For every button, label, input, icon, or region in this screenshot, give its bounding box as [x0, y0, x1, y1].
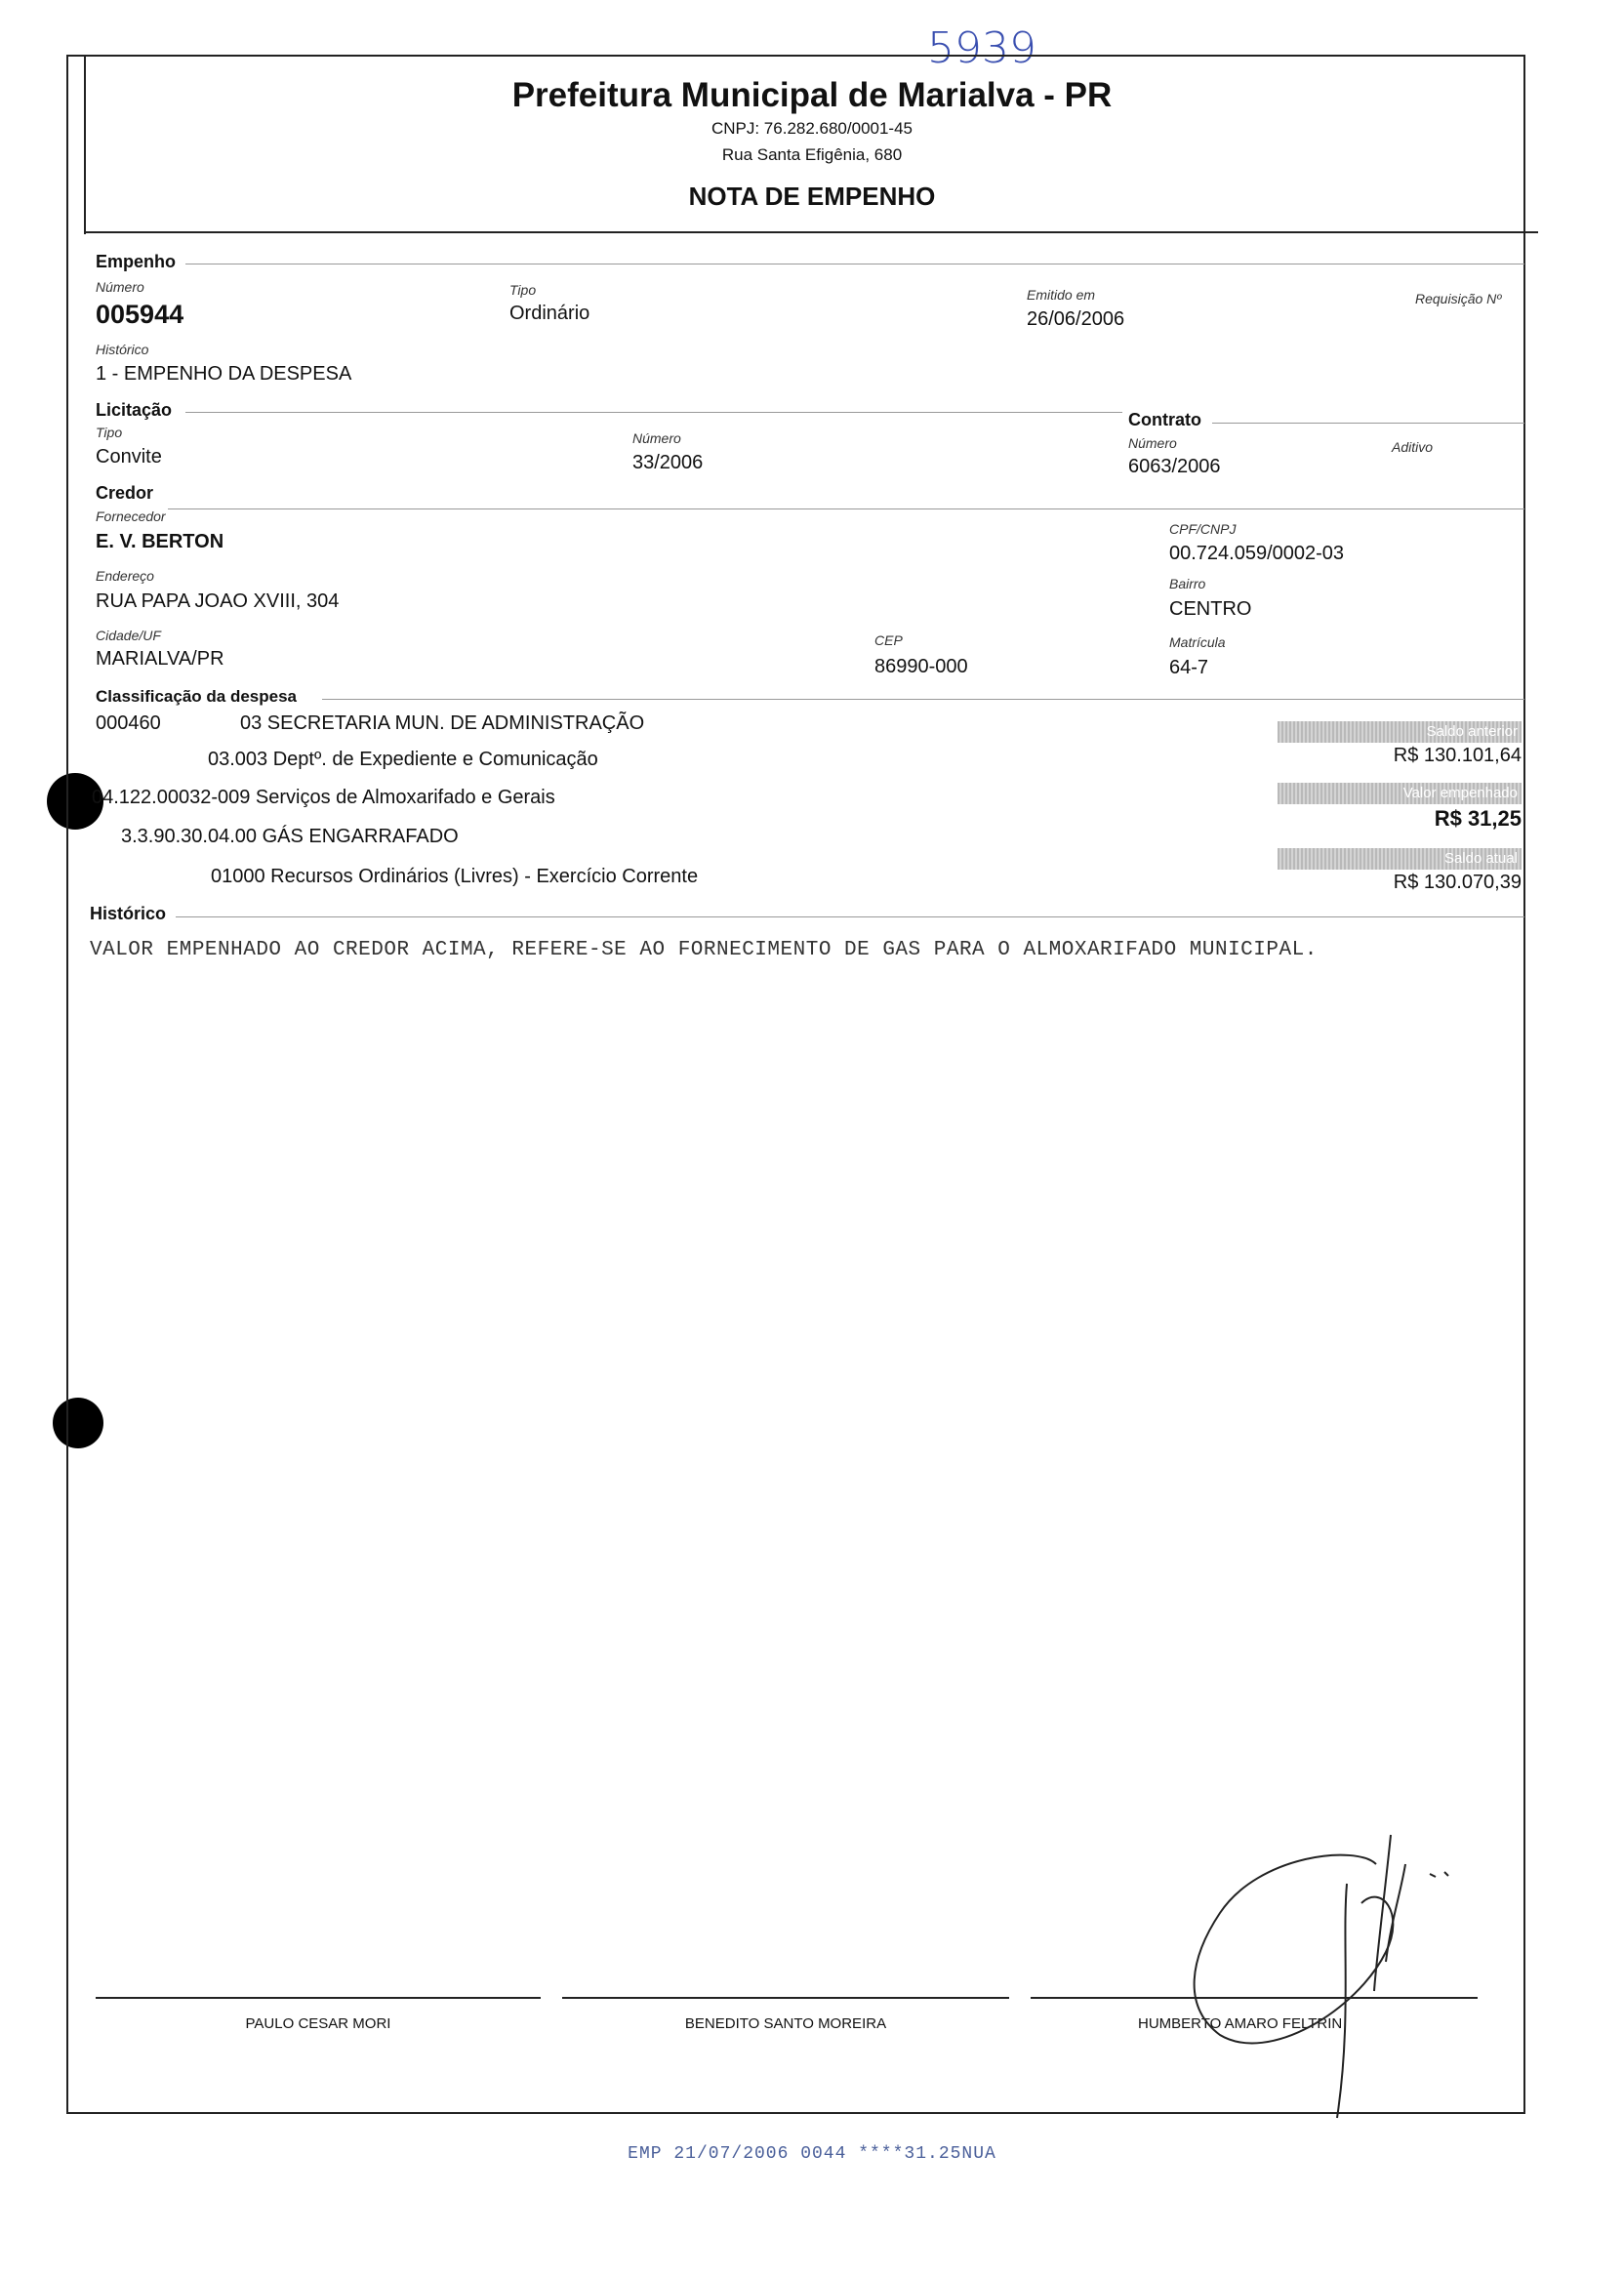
municipality-title: Prefeitura Municipal de Marialva - PR: [511, 76, 1113, 114]
handwritten-page-number: 5939: [927, 23, 1036, 73]
saldo-anterior-value: R$ 130.101,64: [1393, 745, 1522, 766]
empenho-historico-label: Histórico: [96, 342, 149, 357]
signature-line: [562, 1997, 1009, 1999]
valor-empenhado-label: Valor empenhado: [1278, 783, 1522, 804]
classificacao-line: 01000 Recursos Ordinários (Livres) - Exercício Corrente: [211, 866, 699, 887]
classificacao-line: 3.3.90.30.04.00 GÁS ENGARRAFADO: [121, 826, 459, 847]
section-rule: [322, 699, 1524, 700]
contrato-numero-label: Número: [1128, 435, 1177, 451]
licitacao-numero-label: Número: [632, 430, 681, 446]
classificacao-line: 04.122.00032-009 Serviços de Almoxarifado e Gerais: [92, 787, 555, 808]
classificacao-line: 03 SECRETARIA MUN. DE ADMINISTRAÇÃO: [240, 712, 645, 734]
contrato-aditivo-label: Aditivo: [1392, 439, 1434, 455]
matricula-value: 64-7: [1169, 657, 1209, 678]
section-classificacao: Classificação da despesa: [96, 687, 298, 706]
header-divider: [84, 231, 1538, 233]
section-credor: Credor: [96, 483, 154, 503]
empenho-tipo-label: Tipo: [509, 282, 537, 298]
cep-label: CEP: [874, 632, 903, 648]
licitacao-tipo-label: Tipo: [96, 425, 123, 440]
empenho-emitido: 26/06/2006: [1027, 308, 1125, 330]
bairro-value: CENTRO: [1169, 598, 1252, 620]
contrato-numero: 6063/2006: [1128, 456, 1221, 477]
section-empenho: Empenho: [96, 252, 177, 271]
endereco-value: RUA PAPA JOAO XVIII, 304: [96, 590, 340, 612]
bairro-label: Bairro: [1169, 576, 1206, 591]
cpf-value: 00.724.059/0002-03: [1169, 543, 1345, 564]
saldo-atual-label: Saldo atual: [1278, 848, 1522, 870]
section-rule: [176, 916, 1524, 917]
empenho-tipo: Ordinário: [509, 303, 590, 324]
signature-name: HUMBERTO AMARO FELTRIN: [1138, 2015, 1343, 2032]
section-rule: [185, 412, 1122, 413]
section-rule: [1212, 423, 1524, 424]
classificacao-line: 03.003 Deptº. de Expediente e Comunicação: [208, 749, 598, 770]
cep-value: 86990-000: [874, 656, 968, 677]
historico-text: VALOR EMPENHADO AO CREDOR ACIMA, REFERE-SE AO FORNECIMENTO DE GAS PARA O ALMOXARIFADO MUNICIPAL.: [90, 939, 1318, 961]
municipality-cnpj: CNPJ: 76.282.680/0001-45: [710, 119, 914, 138]
signature-name: BENEDITO SANTO MOREIRA: [684, 2015, 887, 2032]
footer-stamp: EMP 21/07/2006 0044 ****31.25NUA: [628, 2144, 996, 2164]
licitacao-tipo: Convite: [96, 446, 162, 468]
saldo-anterior-label: Saldo anterior: [1278, 721, 1522, 743]
document-title: NOTA DE EMPENHO: [688, 182, 936, 211]
signature-name: PAULO CESAR MORI: [245, 2015, 391, 2032]
municipality-address: Rua Santa Efigênia, 680: [721, 145, 903, 164]
cpf-label: CPF/CNPJ: [1169, 521, 1237, 537]
saldo-atual-value: R$ 130.070,39: [1393, 872, 1522, 893]
empenho-numero-label: Número: [96, 279, 144, 295]
empenho-emitido-label: Emitido em: [1027, 287, 1096, 303]
cidade-value: MARIALVA/PR: [96, 648, 224, 670]
licitacao-numero: 33/2006: [632, 452, 704, 473]
section-historico: Histórico: [90, 904, 167, 923]
empenho-historico: 1 - EMPENHO DA DESPESA: [96, 363, 352, 385]
section-contrato: Contrato: [1128, 410, 1201, 429]
matricula-label: Matrícula: [1169, 634, 1226, 650]
classificacao-code: 000460: [96, 712, 161, 734]
fornecedor-label: Fornecedor: [96, 508, 166, 524]
cidade-label: Cidade/UF: [96, 628, 161, 643]
section-rule: [168, 508, 1524, 509]
endereco-label: Endereço: [96, 568, 154, 584]
requisicao-label: Requisição Nº: [1415, 291, 1502, 306]
signature-line: [96, 1997, 541, 1999]
empenho-numero: 005944: [96, 300, 184, 329]
handwritten-signature: [1113, 1825, 1483, 2137]
section-licitacao: Licitação: [96, 400, 173, 420]
valor-empenhado-value: R$ 31,25: [1434, 806, 1522, 831]
fornecedor-name: E. V. BERTON: [96, 531, 224, 552]
